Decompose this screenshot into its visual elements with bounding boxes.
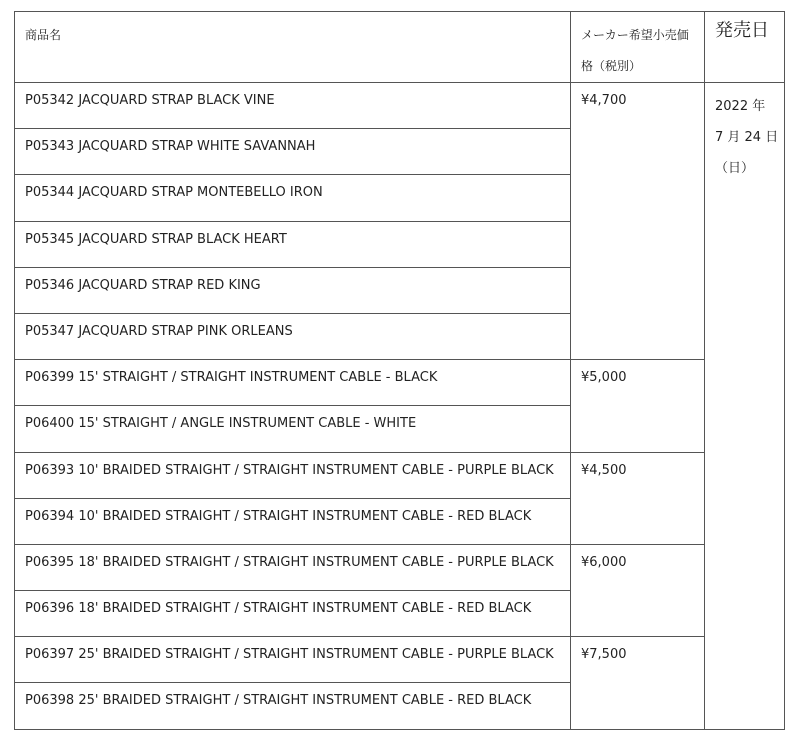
product-name-cell [15,221,571,267]
release-date-cell [705,83,785,730]
table-row [15,637,785,683]
price-value: ¥7,500 [581,647,627,663]
price-cell [571,637,705,729]
price-value: ¥4,500 [581,462,627,478]
product-name-cell [15,591,571,637]
product-name: P06393 10' BRAIDED STRAIGHT / STRAIGHT INSTRUMENT CABLE - PURPLE BLACK [25,462,554,478]
price-value: ¥4,700 [581,93,627,108]
price-cell [571,544,705,636]
header-release-date: 発売日 [705,12,785,83]
table-row [15,452,785,498]
release-date-month-day: 7 月 24 日 [715,130,779,145]
header-msrp: メーカー希望小売価格（税別） [571,12,705,83]
product-name: P06398 25' BRAIDED STRAIGHT / STRAIGHT INSTRUMENT CABLE - RED BLACK [25,693,532,709]
product-name-cell [15,544,571,590]
product-name-cell [15,313,571,359]
product-name: P05343 JACQUARD STRAP WHITE SAVANNAH [25,139,316,155]
table-row [15,544,785,590]
product-name-cell [15,452,571,498]
price-value: ¥6,000 [581,554,627,570]
release-date-weekday: （日） [715,161,755,176]
table-row [15,360,785,406]
product-release-table [14,11,785,730]
product-name-cell [15,175,571,221]
product-name: P05347 JACQUARD STRAP PINK ORLEANS [25,323,293,339]
product-name: P06399 15' STRAIGHT / STRAIGHT INSTRUMENT CABLE - BLACK [25,370,438,386]
price-value: ¥5,000 [581,370,627,386]
product-name-cell [15,498,571,544]
price-cell [571,452,705,544]
product-name-cell [15,83,571,129]
product-name: P06395 18' BRAIDED STRAIGHT / STRAIGHT INSTRUMENT CABLE - PURPLE BLACK [25,554,554,570]
product-name-cell [15,683,571,729]
product-name-cell [15,406,571,452]
product-name-cell [15,129,571,175]
product-name: P06396 18' BRAIDED STRAIGHT / STRAIGHT INSTRUMENT CABLE - RED BLACK [25,601,532,617]
product-name-cell [15,360,571,406]
product-name: P05344 JACQUARD STRAP MONTEBELLO IRON [25,185,323,201]
product-name: P06394 10' BRAIDED STRAIGHT / STRAIGHT INSTRUMENT CABLE - RED BLACK [25,508,532,524]
product-name-cell [15,637,571,683]
product-name: P06400 15' STRAIGHT / ANGLE INSTRUMENT CABLE - WHITE [25,416,417,432]
product-name: P05342 JACQUARD STRAP BLACK VINE [25,93,275,108]
release-date-year: 2022 年 [715,99,766,114]
product-name: P05346 JACQUARD STRAP RED KING [25,277,261,293]
product-name: P05345 JACQUARD STRAP BLACK HEART [25,231,287,247]
product-name: P06397 25' BRAIDED STRAIGHT / STRAIGHT INSTRUMENT CABLE - PURPLE BLACK [25,647,554,663]
table-header-row [15,12,785,83]
price-cell [571,360,705,452]
table-row [15,83,785,129]
header-product-name: 商品名 [15,12,571,83]
product-name-cell [15,267,571,313]
price-cell [571,83,705,360]
